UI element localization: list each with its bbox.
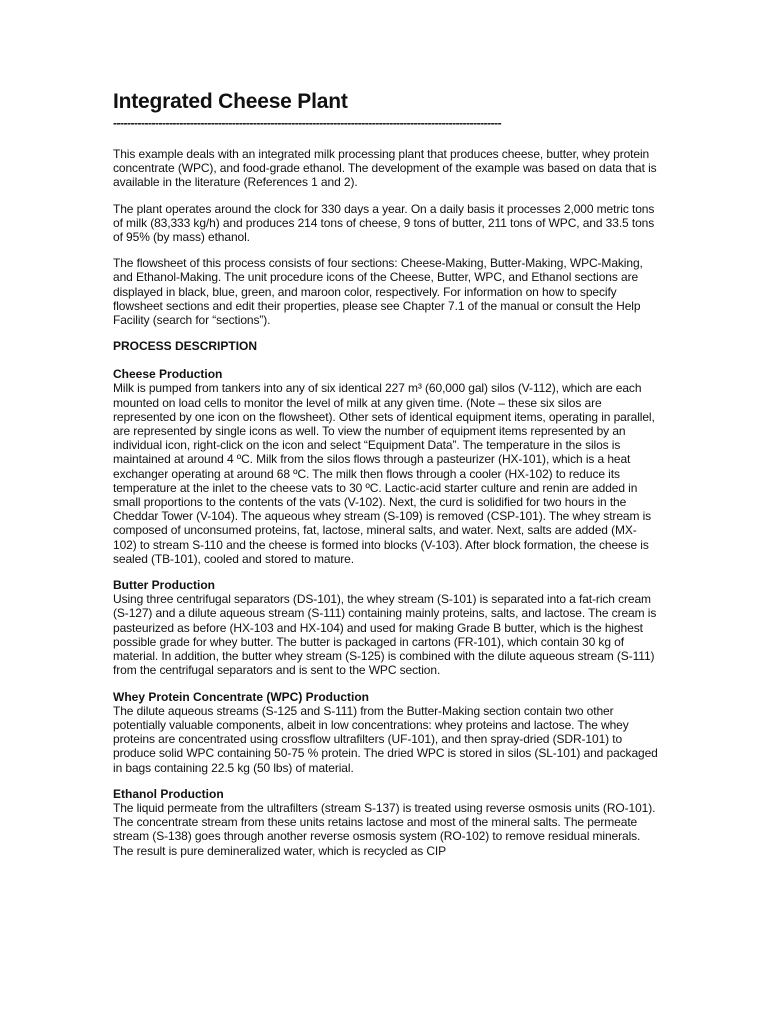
intro-paragraph-1: This example deals with an integrated milk processing plant that produces cheese, butter, whey protein concentrate (WPC), and food-grade ethanol. The development of the example was based on data that is available in the literature (References 1 and 2). (113, 147, 657, 190)
document-page (113, 88, 658, 870)
ethanol-production-heading: Ethanol Production (113, 786, 224, 801)
wpc-production-heading: Whey Protein Concentrate (WPC) Production (113, 689, 370, 704)
page-title: Integrated Cheese Plant (113, 90, 348, 113)
wpc-production-body: The dilute aqueous streams (S-125 and S-111) from the Butter-Making section contain two other potentially valuable components, albeit in low concentrations: whey proteins and lactose. The whey proteins are concentrated using crossflow ultrafilters (UF-101), and then spray-dried (SDR-101) to produce solid WPC containing 50-75 % protein. The dried WPC is stored in silos (SL-101) and packaged in bags containing 22.5 kg (50 lbs) of material. (113, 703, 658, 775)
cheese-production-heading: Cheese Production (113, 367, 223, 382)
butter-production-body: Using three centrifugal separators (DS-101), the whey stream (S-101) is separated into a fat-rich cream (S-127) and a dilute aqueous stream (S-111) containing mainly proteins, salts, and lactose. The cream is pasteurized as before (HX-103 and HX-104) and used for making Grade B butter, which is the highest possible grade for whey butter. The butter is packaged in cartons (FR-101), which contain 30 kg of material. In addition, the butter whey stream (S-125) is combined with the dilute aqueous stream (S-111) from the centrifugal separators and is sent to the WPC section. (113, 592, 657, 678)
intro-paragraph-3: The flowsheet of this process consists of four sections: Cheese-Making, Butter-Making, WPC-Making, and Ethanol-Making. The unit procedure icons of the Cheese, Butter, WPC, and Ethanol sections are displayed in black, blue, green, and maroon color, respectively. For information on how to specify flowsheet sections and edit their properties, please see Chapter 7.1 of the manual or consult the Help Facility (search for “sections”). (113, 256, 643, 328)
cheese-production-section (113, 367, 658, 566)
butter-production-section (113, 578, 658, 677)
wpc-production-section (113, 690, 658, 775)
butter-production-heading: Butter Production (113, 578, 215, 593)
intro-paragraph-2: The plant operates around the clock for 330 days a year. On a daily basis it processes 2,000 metric tons of milk (83,333 kg/h) and produces 214 tons of cheese, 9 tons of butter, 211 tons of WPC, and 33.5 tons of 95% (by mass) ethanol. (113, 201, 655, 245)
ethanol-production-body: The liquid permeate from the ultrafilters (stream S-137) is treated using reverse osmosis units (RO-101). The concentrate stream from these units retains lactose and most of the mineral salts. The permeate stream (S-138) goes through another reverse osmosis system (RO-102) to remove residual minerals. The result is pure demineralized water, which is recycled as CIP (113, 800, 656, 858)
process-description-heading: PROCESS DESCRIPTION (113, 339, 258, 354)
title-divider: --------------------------------------------------------------------------------------------------------------- (113, 116, 502, 130)
ethanol-production-section (113, 787, 658, 858)
cheese-production-body: Milk is pumped from tankers into any of six identical 227 m³ (60,000 gal) silos (V-112), which are each mounted on load cells to monitor the level of milk at any given time. (Note – these six silos are represented by one icon on the flowsheet). Other sets of identical equipment items, operating in parallel, are represented by single icons as well. To view the number of equipment items represented by an individual icon, right-click on the icon and select “Equipment Data”. The temperature in the silos is maintained at around 4 ºC. Milk from the silos flows through a pasteurizer (HX-101), which is a heat exchanger operating at around 68 ºC. The milk then flows through a cooler (HX-102) to reduce its temperature at the inlet to the cheese vats to 30 ºC. Lactic-acid starter culture and renin are added in small proportions to the contents of the vats (V-102). Next, the curd is solidified for two hours in the Cheddar Tower (V-104). The aqueous whey stream (S-109) is removed (CSP-101). The whey stream is composed of unconsumed proteins, fat, lactose, mineral salts, and water. Next, salts are added (MX-102) to stream S-110 and the cheese is formed into blocks (V-103). After block formation, the cheese is sealed (TB-101), cooled and stored to mature. (113, 381, 655, 566)
